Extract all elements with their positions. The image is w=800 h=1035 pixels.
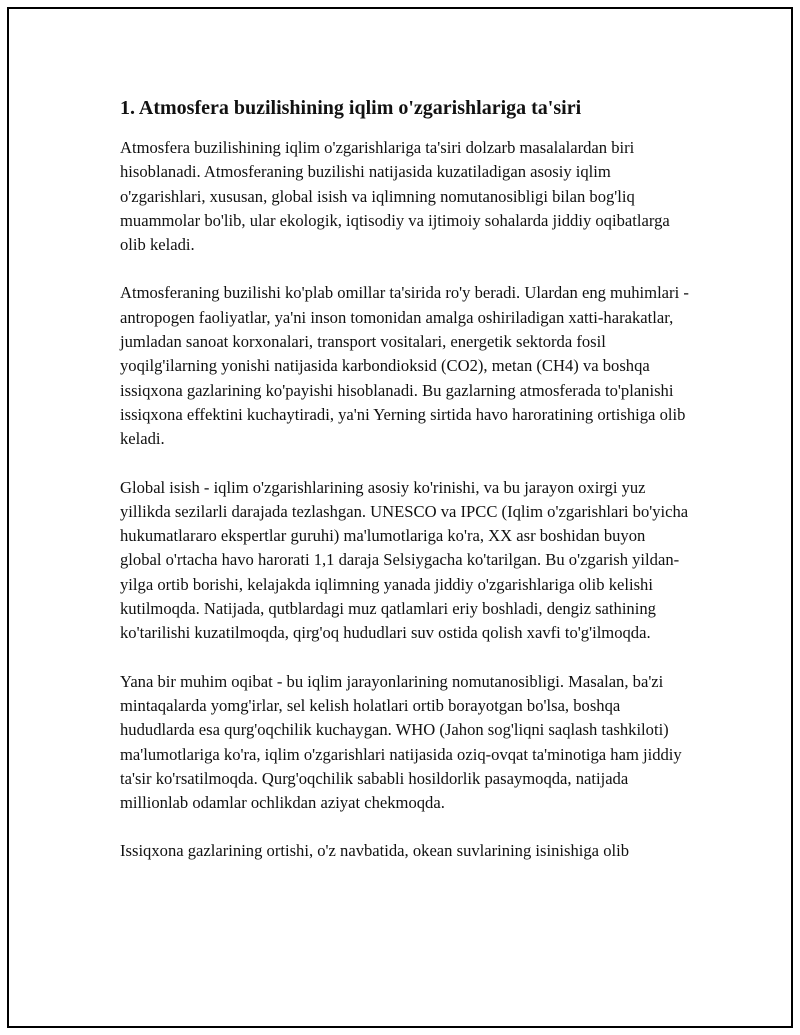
paragraph-2: Atmosferaning buzilishi ko'plab omillar ta'sirida ro'y beradi. Ulardan eng muhimlari - antropogen faoliyatlar, ya'ni inson tomonidan amalga oshiriladigan xatti-harakatlar, jumladan sanoat korxonalari, transport vositalari, energetik sektorda fosil yoqilg'ilarning yonishi natijasida karbondioksid (CO2), metan (CH4) va boshqa issiqxona gazlarining ko'payishi hisoblanadi. Bu gazlarning atmosferada to'planishi issiqxona effektini kuchaytiradi, ya'ni Yerning sirtida havo haroratining ortishiga olib keladi. xyxy=(120,283,689,449)
paragraph-4: Yana bir muhim oqibat - bu iqlim jarayonlarining nomutanosibligi. Masalan, ba'zi mintaqalarda yomg'irlar, sel kelish holatlari ortib borayotgan bo'lsa, boshqa hududlarda esa qurg'oqchilik kuchaygan. WHO (Jahon sog'liqni saqlash tashkiloti) ma'lumotlariga ko'ra, iqlim o'zgarishlari natijasida oziq-ovqat ta'minotiga ham jiddiy ta'sir ko'rsatilmoqda. Qurg'oqchilik sababli hosildorlik pasaymoqda, natijada millionlab odamlar ochlikdan aziyat chekmoqda. xyxy=(120,671,682,813)
section-heading: 1. Atmosfera buzilishining iqlim o'zgarishlariga ta'siri xyxy=(120,97,582,119)
paragraph-5: Issiqxona gazlarining ortishi, o'z navbatida, okean suvlarining isinishiga olib xyxy=(120,841,630,861)
paragraph-3: Global isish - iqlim o'zgarishlarining asosiy ko'rinishi, va bu jarayon oxirgi yuz yillikda sezilarli darajada tezlashgan. UNESCO va IPCC (Iqlim o'zgarishlari bo'yicha hukumatlararo ekspertlar guruhi) ma'lumotlariga ko'ra, XX asr boshidan buyon global o'rtacha havo harorati 1,1 daraja Selsiygacha ko'tarilgan. Bu o'zgarish yildan-yilga ortib borishi, kelajakda iqlimning yanada jiddiy o'zgarishlariga olib kelishi kutilmoqda. Natijada, qutblardagi muz qatlamlari eriy boshladi, dengiz sathining ko'tarilishi kuzatilmoqda, qirg'oq hududlari suv ostida qolish xavfi to'g'ilmoqda. xyxy=(120,477,689,643)
document-body xyxy=(120,95,690,888)
paragraph-1: Atmosfera buzilishining iqlim o'zgarishlariga ta'siri dolzarb masalalardan biri hisoblanadi. Atmosferaning buzilishi natijasida kuzatiladigan asosiy iqlim o'zgarishlari, xususan, global isish va iqlimning nomutanosibligi bilan bog'liq muammolar bo'lib, ular ekologik, iqtisodiy va ijtimoiy sohalarda jiddiy oqibatlarga olib keladi. xyxy=(120,138,670,255)
document-page xyxy=(7,7,793,1028)
